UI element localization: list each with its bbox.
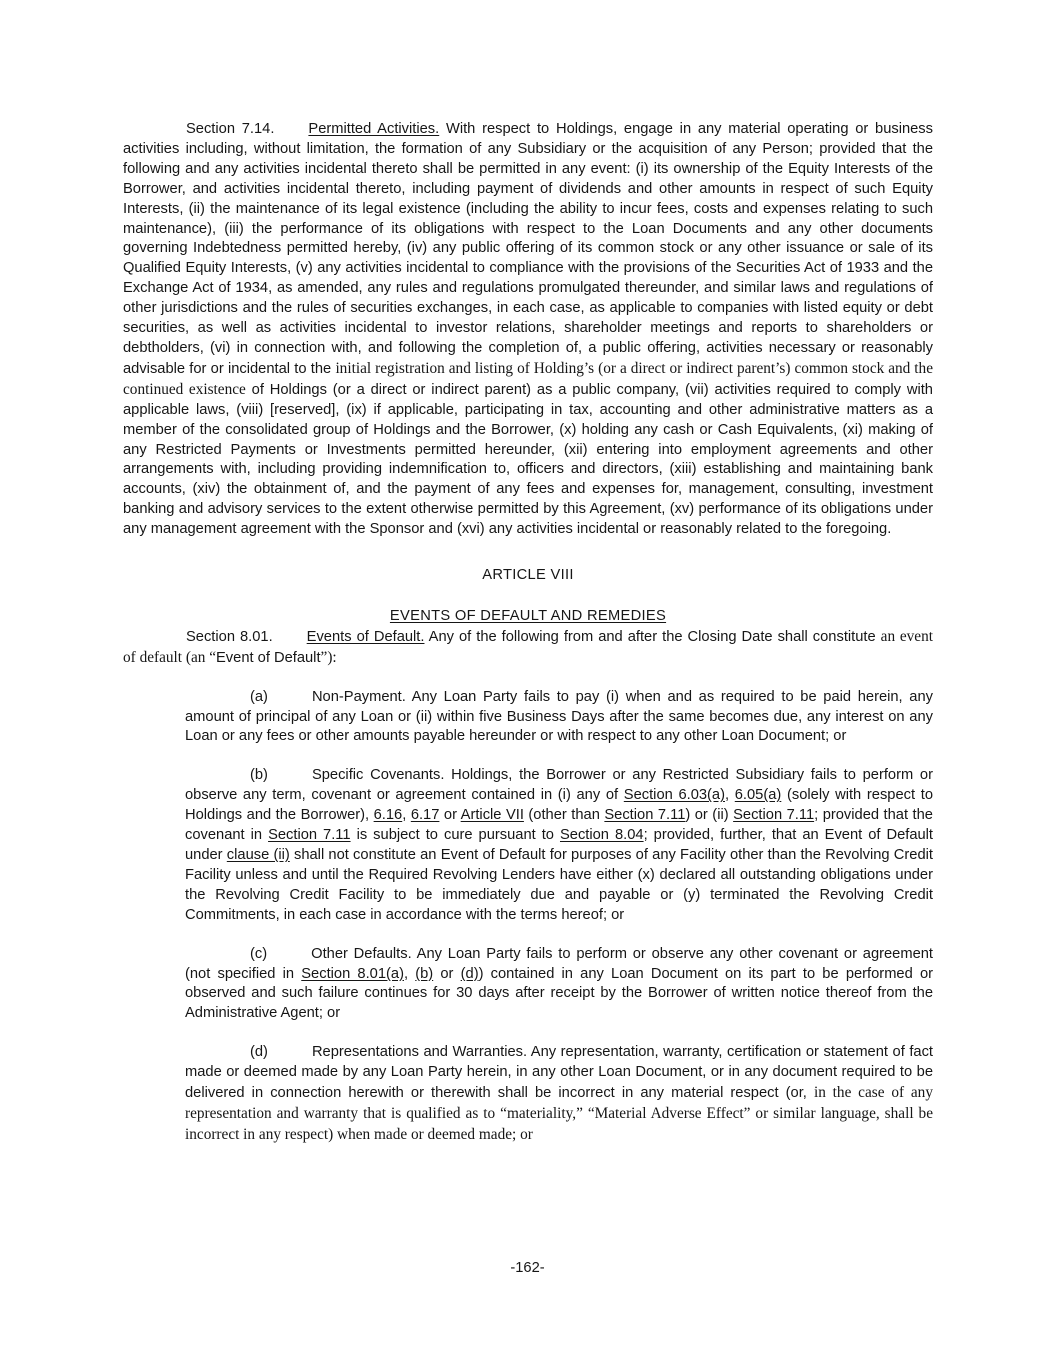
text-run: Section 8.01. <box>186 628 273 645</box>
text-run: ) or (ii) <box>685 807 734 824</box>
text-run: (d) <box>250 1044 268 1061</box>
article-viii-heading <box>123 566 933 586</box>
text-run: Other Defaults. Any Loan Party fails to perform or observe any other covenant or agreement (not specified in <box>185 945 933 982</box>
underlined-reference: 6.05(a) <box>734 787 782 804</box>
text-run: Representations and Warranties. Any representation, warranty, certification or statement of fact made or deemed made by any Loan Party herein, in any other Loan Document, or in any document required to be delivered in connection herewith or therewith shall be incorrect in any material respect (or, <box>185 1044 933 1102</box>
underlined-reference: Events of Default. <box>306 628 425 645</box>
text-run: ”): <box>320 648 337 666</box>
text-run: Specific Covenants. Holdings, the Borrower or any Restricted Subsidiary fails to perform or observe any term, covenant or agreement contained in (i) any of <box>185 767 933 804</box>
text-run: an event of default (an “ <box>123 627 933 666</box>
underlined-reference: EVENTS OF DEFAULT AND REMEDIES <box>389 607 667 624</box>
text-run: in the case of any representation and warranty that is qualified as to “materiality,” “Material Adverse Effect” or similar language, shall be incorrect in any respect) when made or deemed made; or <box>185 1084 933 1143</box>
text-run: is subject to cure pursuant to <box>350 827 560 844</box>
text-run: initial registration and listing of Holding’s (or a direct or indirect parent’s) common stock and the continued existence <box>123 359 933 398</box>
text-run: or <box>433 965 461 982</box>
subsection-a-non-payment <box>185 688 933 748</box>
section-7-14-paragraph <box>123 120 933 540</box>
subsection-d-representations-warranties <box>185 1043 933 1146</box>
text-run: Section 7.14. <box>186 121 275 137</box>
text-run: ) contained in any Loan Document on its part to be performed or observed and such failure continues for 30 days after receipt by the Borrower of written notice thereof from the Administrative Agent; or <box>185 965 934 1022</box>
underlined-reference: 6.16 <box>373 807 403 824</box>
text-run: , <box>403 965 416 982</box>
text-run: With respect to Holdings, engage in any material operating or business activities including, without limitation, the formation of any Subsidiary or the acquisition of any Person; provided that the following and any activities incidental thereto shall be permitted in any event: (i) its ownership of the Equity Interests of the Borrower, and activities incidental thereto, including payment of dividends and other amounts in respect of such Equity Interests, (ii) the maintenance of its legal existence (including the ability to incur fees, costs and expenses relating to such maintenance), (iii) the performance of its obligations with respect to the Loan Documents and any other documents governing Indebtedness permitted hereby, (iv) any public offering of its common stock or any other issuance or sale of its Qualified Equity Interests, (v) any activities incidental to compliance with the provisions of the Securities Act of 1933 and the Exchange Act of 1934, as amended, any rules and regulations promulgated thereunder, and similar laws and regulations of other jurisdictions and the rules of securities exchanges, in each case, as applicable to companies with listed equity or debt securities, as well as activities incidental to investor relations, shareholder meetings and reports to shareholders or debtholders, (vi) in connection with, and following the completion of, a public offering, activities necessary or reasonably advisable for or incidental to the <box>123 121 933 377</box>
underlined-reference: clause (ii) <box>226 847 290 863</box>
text-run: (a) <box>250 688 268 705</box>
underlined-reference: Section 6.03(a) <box>623 787 725 804</box>
underlined-reference: Section 8.04 <box>559 827 644 844</box>
text-run: shall not constitute an Event of Default for purposes of any Facility other than the Revolving Credit Facility unless and until the Required Revolving Lenders have either (x) declared all outstanding obligations under the Revolving Credit Facility to be immediately due and payable or (y) terminated the Revolving Credit Commitments, in each case in accordance with the terms hereof; or <box>185 847 933 923</box>
text-run: (other than <box>523 807 605 824</box>
subsection-b-specific-covenants <box>185 766 933 925</box>
underlined-reference: Section 7.11 <box>733 807 815 824</box>
text-run: ARTICLE VIII <box>482 567 574 584</box>
underlined-reference: (d) <box>460 965 479 982</box>
text-run: , <box>725 787 735 804</box>
underlined-reference: Section 8.01(a) <box>301 965 404 982</box>
underlined-reference: Section 7.11 <box>268 827 351 844</box>
document-body <box>123 120 933 1146</box>
underlined-reference: (b) <box>415 965 434 982</box>
text-run: ; provided that the covenant in <box>185 807 933 844</box>
underlined-reference: Article VII <box>460 807 524 824</box>
underlined-reference: Section 7.11 <box>604 807 686 824</box>
text-run: , <box>402 807 411 824</box>
text-run: of Holdings (or a direct or indirect parent) as a public company, (vii) activities required to comply with applicable laws, (viii) [reserved], (ix) if applicable, participating in tax, accounting and other administrative matters as a member of the consolidated group of Holdings and the Borrower, (x) holding any cash or Cash Equivalents, (xi) making of any Restricted Payments or Investments permitted hereunder, (xii) entering into employment agreements and other arrangements with, including providing indemnification to, officers and directors, (xiii) establishing and maintaining bank accounts, (xiv) the obtainment of, and the payment of any fees and expenses for, management, consulting, investment banking and advisory services to the extent otherwise permitted by this Agreement, (xv) performance of its obligations under any management agreement with the Sponsor and (xvi) any activities incidental or reasonably related to the foregoing. <box>123 381 933 538</box>
text-run: Non-Payment. Any Loan Party fails to pay (i) when and as required to be paid herein, any amount of principal of any Loan or (ii) within five Business Days after the same becomes due, any interest on any Loan or any fees or other amounts payable hereunder or with respect to any other Loan Document; or <box>185 688 933 745</box>
text-run: Event of Default <box>216 649 321 666</box>
section-8-01-paragraph <box>123 627 933 669</box>
underlined-reference: Permitted Activities. <box>308 121 440 137</box>
page-number: -162- <box>510 1260 545 1276</box>
text-run: Any of the following from and after the Closing Date shall constitute <box>424 628 881 645</box>
events-of-default-heading <box>123 607 933 627</box>
text-run: (solely with respect to Holdings and the Borrower), <box>185 787 933 824</box>
underlined-reference: 6.17 <box>410 807 440 824</box>
text-run: (c) <box>250 945 268 962</box>
text-run: or <box>439 807 461 824</box>
text-run: ; provided, further, that an Event of Default under <box>185 827 934 863</box>
subsection-c-other-defaults <box>185 945 933 1025</box>
text-run: (b) <box>250 767 268 784</box>
